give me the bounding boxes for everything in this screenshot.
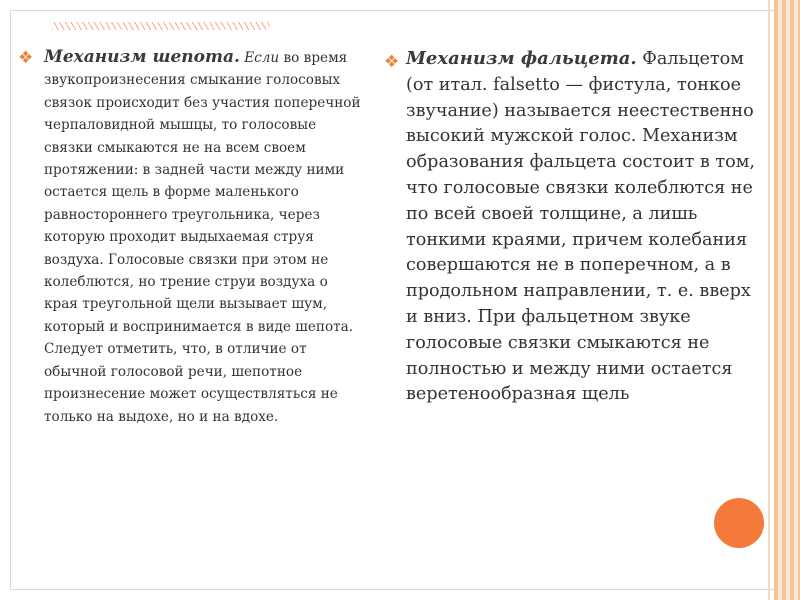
decorative-orange-circle xyxy=(714,498,764,548)
left-paragraph: Механизм шепота. Если во время звукопроизнесения смыкание голосовых связок происходит без участия поперечной черпаловидной мышцы, то голосовые связки смыкаются не на всем своем протяжении: в задней части между ними остается щель в форме маленького равностороннего треугольника, через которую проходит выдыхаемая струя воздуха. Голосовые связки при этом не колеблются, но трение струи воздуха о края треугольной щели вызывает шум, который и воспринимается в виде шепота. Следует отметить, что, в отличие от обычной голосовой речи, шепотное произнесение может осуществляться не только на выдохе, но и на вдохе. xyxy=(44,47,361,425)
diamond-bullet-icon: ❖ xyxy=(18,48,34,68)
diamond-bullet-icon: ❖ xyxy=(384,52,400,72)
decorative-side-stripes xyxy=(774,0,800,600)
right-paragraph: Механизм фальцета. Фальцетом (от итал. falsetto — фистула, тонкое звучание) называется неестественно высокий мужской голос. Механизм образования фальцета состоит в том, что голосовые связки колеблются не по всей своей толщине, а лишь тонкими краями, причем колебания совершаются не в поперечном, а в продольном направлении, т. е. вверх и вниз. При фальцетном звуке голосовые связки смыкаются не полностью и между ними остается веретенообразная щель xyxy=(406,48,755,405)
right-column xyxy=(384,46,756,408)
left-column xyxy=(18,46,363,428)
left-lead-italic: Если xyxy=(244,50,280,66)
left-body: во время звукопроизнесения смыкание голосовых связок происходит без участия поперечной черпаловидной мышцы, то голосовые связки смыкаются не на всем своем протяжении: в задней части между ними остается щель в форме маленького равностороннего треугольника, через которую проходит выдыхаемая струя воздуха. Голосовые связки при этом не колеблются, но трение струи воздуха о края треугольной щели вызывает шум, который и воспринимается в виде шепота. Следует отметить, что, в отличие от обычной голосовой речи, шепотное произнесение может осуществляться не только на выдохе, но и на вдохе. xyxy=(44,50,361,425)
left-heading: Механизм шепота xyxy=(44,47,234,67)
right-body: Фальцетом (от итал. falsetto — фистула, тонкое звучание) называется неестественно высокий мужской голос. Механизм образования фальцета состоит в том, что голосовые связки колеблются не по всей своей толщине, а лишь тонкими краями, причем колебания совершаются не в поперечном, а в продольном направлении, т. е. вверх и вниз. При фальцетном звуке голосовые связки смыкаются не полностью и между ними остается веретенообразная щель xyxy=(406,49,755,405)
decorative-zigzag-line xyxy=(52,22,270,30)
right-heading: Механизм фальцета xyxy=(406,48,631,69)
